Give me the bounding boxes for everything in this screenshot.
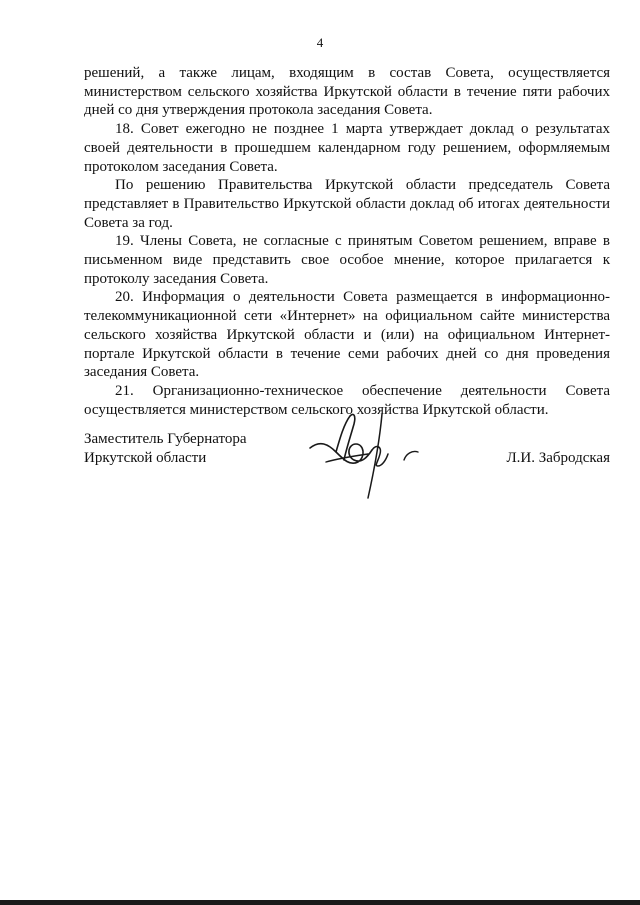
paragraph-item-20: 20. Информация о деятельности Совета размещается в информационно-телекоммуникационной сети «Интернет» на официальном сайте министерства сельского хозяйства Иркутской области и (или) на официальном Интернет-портале Иркутской области в течение семи рабочих дней со дня проведения заседания Совета.	[84, 289, 610, 381]
signatory-position: Заместитель Губернатора Иркутской области	[84, 431, 247, 466]
signature-block	[84, 430, 610, 520]
document-body	[84, 64, 610, 419]
page-number: 4	[316, 35, 324, 50]
paragraph-continuation: решений, а также лицам, входящим в состав Совета, осуществляется министерством сельского хозяйства Иркутской области в течение пяти рабочих дней со дня утверждения протокола заседания Совета.	[84, 65, 610, 119]
signatory-name: Л.И. Забродская	[506, 449, 610, 466]
scan-bottom-edge	[0, 900, 640, 905]
paragraph-item-21: 21. Организационно-техническое обеспечение деятельности Совета осуществляется министерством сельского хозяйства Иркутской области.	[84, 382, 610, 418]
paragraph-government-report: По решению Правительства Иркутской области председатель Совета представляет в Правительство Иркутской области доклад об итогах деятельности Совета за год.	[84, 177, 610, 231]
handwritten-signature	[306, 410, 426, 502]
paragraph-item-18: 18. Совет ежегодно не позднее 1 марта утверждает доклад о результатах своей деятельности в прошедшем календарном году решением, оформляемым протоколом заседания Совета.	[84, 121, 610, 175]
paragraph-item-19: 19. Члены Совета, не согласные с принятым Советом решением, вправе в письменном виде представить свое особое мнение, которое прилагается к протоколу заседания Совета.	[84, 233, 610, 287]
